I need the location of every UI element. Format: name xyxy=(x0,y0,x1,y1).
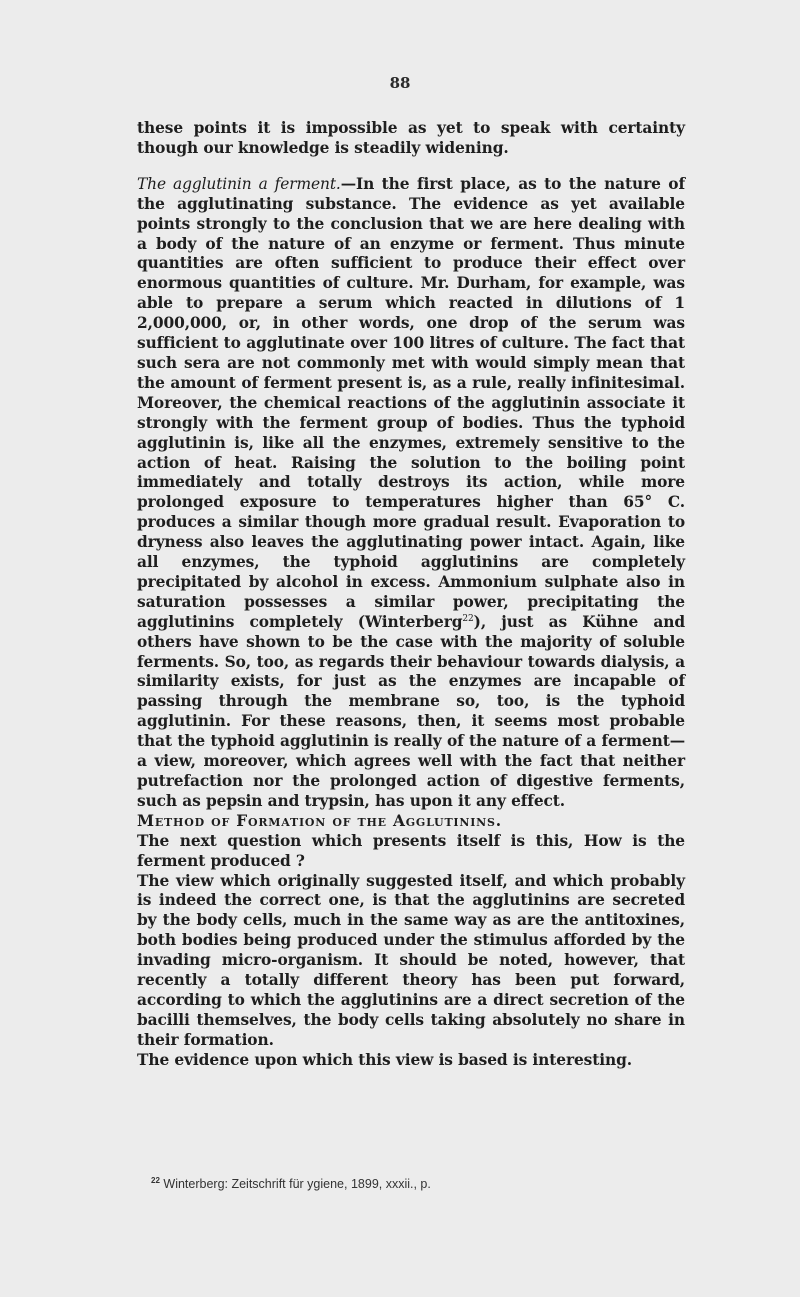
paragraph-question: The next question which presents itself is this, How is the ferment produced ? xyxy=(137,831,685,870)
paragraph-evidence: The evidence upon which this view is based is interesting. xyxy=(137,1050,632,1069)
paragraph-body: —In the first place, as to the nature of the agglutinating substance. The evidence as yet available points strongly to the conclusion that we are here dealing with a body of the nature of an enzyme or ferment. Thus minute quantities are often sufficient to produce their effect over enormous quantities of culture. Mr. Durham, for example, was able to prepare a serum which reacted in dilutions of 1 2,000,000, or, in other words, one drop of the serum was sufficient to agglutinate over 100 litres of culture. The fact that such sera are not commonly met with would simply mean that the amount of ferment present is, as a rule, really infinitesimal. Moreover, the chemical reactions of the agglutinin associate it strongly with the ferment group of bodies. Thus the typhoid agglutinin is, like all the enzymes, extremely sensitive to the action of heat. Raising the solution to the boiling point immediately and totally destroys its action, while more prolonged exposure to temperatures higher than 65° C. produces a similar though more gradual result. Evaporation to dryness also leaves the agglutinating power intact. Again, like all enzymes, the typhoid agglutinins are completely precipitated by alcohol in excess. Ammonium sulphate also in saturation possesses a similar power, precipitating the agglutinins completely (Winterberg xyxy=(137,174,685,631)
paragraph-lead-italic: The agglutinin a ferment. xyxy=(137,174,341,193)
body-text xyxy=(137,119,685,1071)
footnote xyxy=(151,1176,691,1191)
paragraph-view: The view which originally suggested itself, and which probably is indeed the correct one, is that the agglutinins are secreted by the body cells, much in the same way as are the antitoxines, both bodies being produced under the stimulus afforded by the invading micro-organism. It should be noted, however, that recently a totally different theory has been put forward, according to which the agglutinins are a direct secretion of the bacilli themselves, the body cells taking absolutely no share in their formation. xyxy=(137,871,685,1049)
page-number: 88 xyxy=(389,74,411,92)
footnote-text: Winterberg: Zeitschrift für ygiene, 1899, xxxii., p. xyxy=(163,1177,431,1192)
paragraph-agglutinin-ferment xyxy=(137,175,685,812)
section-heading: Method of Formation of the Agglutinins. xyxy=(137,811,502,830)
paragraph-continuation: these points it is impossible as yet to speak with certainty though our knowledge is steadily widening. xyxy=(137,119,685,157)
footnote-mark: 22 xyxy=(151,1176,160,1185)
footnote-reference: 22 xyxy=(462,613,474,624)
paragraph-body-tail: ), just as Kühne and others have shown to be the case with the majority of soluble ferments. So, too, as regards their behaviour towards dialysis, a similarity exists, for just as the enzymes are incapable of passing through the membrane so, too, is the typhoid agglutinin. For these reasons, then, it seems most probable that the typhoid agglutinin is really of the nature of a ferment—a view, moreover, which agrees well with the fact that neither putrefaction nor the prolonged action of digestive ferments, such as pepsin and trypsin, has upon it any effect. xyxy=(137,612,685,810)
